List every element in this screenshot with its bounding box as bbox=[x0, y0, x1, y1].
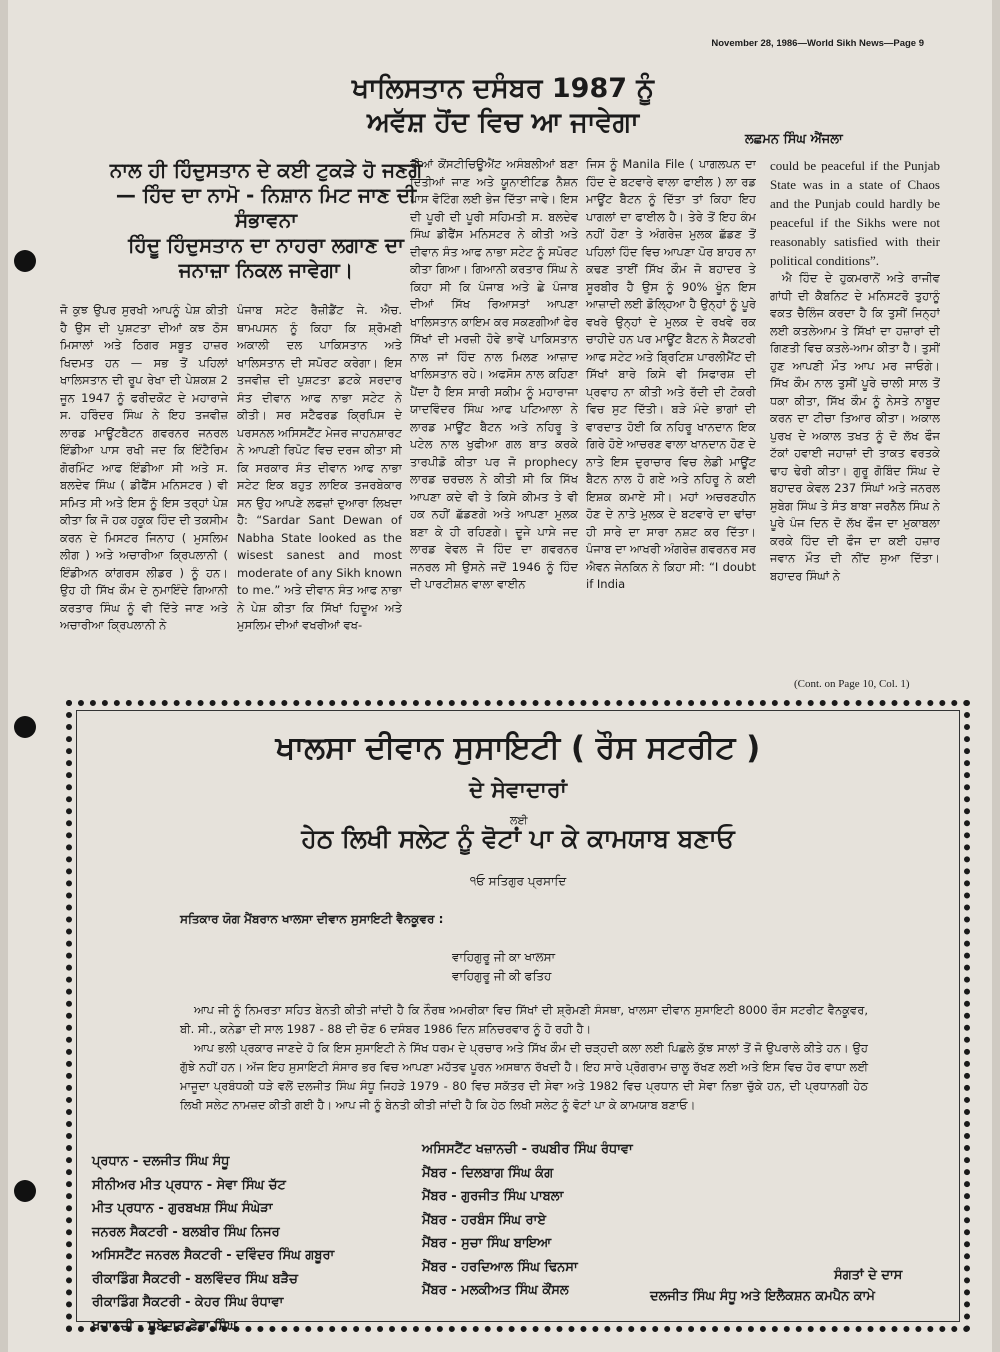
slate-entry: ਮੈਂਬਰ - ਗੁਰਜੀਤ ਸਿੰਘ ਪਾਬਲਾ bbox=[422, 1189, 564, 1204]
ad-slogan: ਹੇਠ ਲਿਖੀ ਸਲੇਟ ਨੂੰ ਵੋਟਾਂ ਪਾ ਕੇ ਕਾਮਯਾਬ ਬਣਾਓ bbox=[301, 824, 735, 853]
slate-list-left bbox=[92, 1150, 334, 1338]
slate-entry: ਪ੍ਰਧਾਨ - ਦਲਜੀਤ ਸਿੰਘ ਸੰਧੂ bbox=[92, 1154, 230, 1169]
ad-greeting-line-1: ਵਾਹਿਗੁਰੂ ਜੀ ਕਾ ਖਾਲਸਾ bbox=[452, 950, 556, 964]
article-column-2: ਪੰਜਾਬ ਸਟੇਟ ਰੈਜ਼ੀਡੈਂਟ ਜੇ. ਐਚ. ਥਾਮਪਸਨ ਨੂੰ ਕਿਹਾ ਕਿ ਸ਼੍ਰੋਮਣੀ ਅਕਾਲੀ ਦਲ ਪਾਕਿਸਤਾਨ ਅਤੇ ਖਾਲਿਸਤਾਨ ਦੀ ਸਪੋਰਟ ਕਰੇਗਾ। ਇਸ ਤਜਵੀਜ਼ ਦੀ ਪੁਸ਼ਟਤਾ ਡਟਕੇ ਸਰਦਾਰ ਸੰਤ ਦੀਵਾਨ ਆਫ ਨਾਭਾ ਸਟੇਟ ਨੇ ਕੀਤੀ। ਸਰ ਸਟੈਫਰਡ ਕ੍ਰਿਪਿਸ ਦੇ ਪਰਸਨਲ ਅਸਿਸਟੈਂਟ ਮੇਜਰ ਜਾਹਨਸ਼ਾਰਟ ਨੇ ਆਪਣੀ ਰਿਪੋਟ ਵਿਚ ਦਰਜ ਕੀਤਾ ਸੀ ਕਿ ਸਰਕਾਰ ਸੰਤ ਦੀਵਾਨ ਆਫ ਨਾਭਾ ਸਟੇਟ ਇਕ ਬਹੁਤ ਲਾਇਕ ਤਜਰਬੇਕਾਰ ਸਨ ਉਹ ਆਪਣੇ ਲਫਜ਼ਾਂ ਦੁਆਰਾ ਲਿਖਦਾ ਹੈ: “Sardar Sant Dewan of Nabha State looked as the wisest sanest and most moderate of any Sikh known to me.” ਅਤੇ ਦੀਵਾਨ ਸੰਤ ਆਫ ਨਾਭਾ ਨੇ ਪੇਸ਼ ਕੀਤਾ ਕਿ ਸਿੱਖਾਂ ਹਿਦੂਅ ਅਤੇ ਮੁਸਲਿਮ ਦੀਆਂ ਵਖਰੀਆਂ ਵਖ- bbox=[237, 303, 402, 632]
article-headline: ਖਾਲਿਸਤਾਨ ਦਸੰਬਰ 1987 ਨੂੰ ਅਵੱਸ਼ ਹੋਂਦ ਵਿਚ ਆ ਜਾਵੇਗਾ bbox=[352, 73, 654, 138]
slate-entry: ਰੀਕਾਡਿੰਗ ਸੈਕਟਰੀ - ਕੇਹਰ ਸਿੰਘ ਰੰਧਾਵਾ bbox=[92, 1295, 284, 1310]
slate-entry: ਸੀਨੀਅਰ ਮੀਤ ਪ੍ਰਧਾਨ - ਸੇਵਾ ਸਿੰਘ ਚੱਟ bbox=[92, 1177, 286, 1193]
ad-salutation: ਸਤਿਕਾਰ ਯੋਗ ਮੈਂਬਰਾਨ ਖਾਲਸਾ ਦੀਵਾਨ ਸੁਸਾਇਟੀ ਵੈਨਕੂਵਰ : bbox=[180, 912, 444, 926]
page-folio: November 28, 1986—World Sikh News—Page 9 bbox=[711, 38, 924, 49]
signature-line-2: ਦਲਜੀਤ ਸਿੰਘ ਸੰਧੂ ਅਤੇ ਇਲੈਕਸ਼ਨ ਕਮਪੈਨ ਕਾਮੇ bbox=[650, 1289, 875, 1304]
article-column-5: could be peaceful if the Punjab State was in a state of Chaos and the Punjab could hardly be peaceful if the Sikhs were not reasonably satisfied with their political conditions”. ਐ ਹਿੰਦ ਦੇ ਹੁਕਮਰਾਨੋਂ ਅਤੇ ਰਾਜੀਵ ਗਾਂਧੀ ਦੀ ਕੈਬਨਿਟ ਦੇ ਮਨਿਸਟਰੋ ਤੁਹਾਨੂੰ ਵਕਤ ਚੈਲਿੰਜ ਕਰਦਾ ਹੈ ਕਿ ਤੁਸੀਂ ਜਿਨ੍ਹਾਂ ਲਈ ਕਤਲੇਆਮ ਤੇ ਸਿੱਖਾਂ ਦਾ ਹਜ਼ਾਰਾਂ ਦੀ ਗਿਣਤੀ ਵਿਚ ਕਤਲੇ-ਆਮ ਕੀਤਾ ਹੈ। ਤੁਸੀਂ ਹੁਣ ਆਪਣੀ ਮੌਤ ਆਪ ਮਰ ਜਾਓਗੇ। ਸਿੱਖ ਕੌਮ ਨਾਲ ਤੁਸੀਂ ਪੂਰੇ ਚਾਲੀ ਸਾਲ ਤੋਂ ਧਕਾ ਕੀਤਾ, ਸਿੱਖ ਕੌਮ ਨੂੰ ਨੇਸਤੇ ਨਾਬੂਦ ਕਰਨ ਦਾ ਟੀਚਾ ਤਿਆਰ ਕੀਤਾ। ਅਕਾਲ ਪੁਰਖ ਦੇ ਅਕਾਲ ਤਖਤ ਨੂੰ ਦੋ ਲੱਖ ਫੌਜ ਟੱਕਾਂ ਹਵਾਈ ਜਹਾਜ਼ਾਂ ਦੀ ਤਾਕਤ ਵਰਤਕੇ ਢਾਹ ਢੇਰੀ ਕੀਤਾ। ਗੁਰੂ ਗੋਬਿੰਦ ਸਿੰਘ ਦੇ ਬਹਾਦਰ ਕੇਵਲ 237 ਸਿੰਘਾਂ ਅਤੇ ਜਨਰਲ ਸੁਬੇਗ ਸਿੰਘ ਤੇ ਸੰਤ ਬਾਬਾ ਜਰਨੈਲ ਸਿੰਘ ਨੇ ਪੂਰੇ ਪੰਜ ਦਿਨ ਦੋ ਲੱਖ ਫੌਜ ਦਾ ਮੁਕਾਬਲਾ ਕਰਕੇ ਹਿੰਦ ਦੀ ਫੌਜ ਦਾ ਕਈ ਹਜ਼ਾਰ ਜਵਾਨ ਮੌਤ ਦੀ ਨੀਂਦ ਸੁਆ ਦਿੱਤਾ। ਬਹਾਦਰ ਸਿੰਘਾਂ ਨੇ bbox=[770, 158, 940, 583]
ad-invocation: ੧ਓ ਸਤਿਗੁਰ ਪ੍ਰਸਾਦਿ bbox=[469, 874, 567, 888]
ad-subtitle: ਦੇ ਸੇਵਾਦਾਰਾਂ bbox=[469, 778, 567, 803]
ad-greeting-line-2: ਵਾਹਿਗੁਰੂ ਜੀ ਕੀ ਫਤਿਹ bbox=[452, 969, 552, 983]
article-subheadline: ਨਾਲ ਹੀ ਹਿੰਦੁਸਤਾਨ ਦੇ ਕਈ ਟੁਕੜੇ ਹੋ ਜਣਗੇ — ਹਿੰਦ ਦਾ ਨਾਮੋ - ਨਿਸ਼ਾਨ ਮਿਟ ਜਾਣ ਦੀ ਸੰਭਾਵਨਾ ਹਿੰਦੂ ਹਿੰਦੁਸਤਾਨ ਦਾ ਨਾਹਰਾ ਲਗਾਣ ਦਾ ਜਨਾਜ਼ਾ ਨਿਕਲ ਜਾਵੇਗਾ। bbox=[109, 158, 423, 282]
slate-list-right bbox=[422, 1138, 633, 1303]
signature-line-1: ਸੰਗਤਾਂ ਦੇ ਦਾਸ bbox=[834, 1268, 903, 1283]
slate-entry: ਮੀਤ ਪ੍ਰਧਾਨ - ਗੁਰਬਖਸ਼ ਸਿੰਘ ਸੰਘੇੜਾ bbox=[92, 1201, 273, 1216]
article-byline: ਲਛਮਨ ਸਿੰਘ ਐਂਜਲਾ bbox=[745, 132, 843, 147]
continued-note: (Cont. on Page 10, Col. 1) bbox=[794, 678, 910, 690]
slate-entry: ਅਸਿਸਟੈਂਟ ਜਨਰਲ ਸੈਕਟਰੀ - ਦਵਿੰਦਰ ਸਿੰਘ ਗਬੂਰਾ bbox=[92, 1248, 335, 1263]
newspaper-page bbox=[8, 0, 992, 1352]
ad-title: ਖਾਲਸਾ ਦੀਵਾਨ ਸੁਸਾਇਟੀ ( ਰੌਸ ਸਟਰੀਟ ) bbox=[275, 730, 761, 766]
binder-hole bbox=[14, 716, 36, 738]
slate-entry: ਰੀਕਾਡਿੰਗ ਸੈਕਟਰੀ - ਬਲਵਿੰਦਰ ਸਿੰਘ ਬੜੈਚ bbox=[92, 1271, 298, 1287]
ad-superscript: ਲਈ bbox=[510, 814, 528, 827]
article-column-4: ਜਿਸ ਨੂੰ Manila File ( ਪਾਗਲਪਨ ਦਾ ਹਿੰਦ ਦੇ ਬਟਵਾਰੇ ਵਾਲਾ ਫਾਈਲ ) ਲਾ ਰਡ ਮਾਊਂਟ ਬੈਟਨ ਨੂੰ ਦਿੱਤਾ ਤਾਂ ਕਿਹਾ ਇਹ ਪਾਗਲਾਂ ਦਾ ਫਾਈਲ ਹੈ। ਤੇਰੇ ਤੋਂ ਇਹ ਕੰਮ ਨਹੀਂ ਹੋਣਾ ਤੇ ਅੰਗਰੇਜ਼ ਮੁਲਕ ਛੱਡਣ ਤੋਂ ਪਹਿਲਾਂ ਹਿੰਦ ਵਿਚ ਆਪਣਾ ਪੋਰ ਬਾਹਰ ਨਾ ਕਢਣ ਤਾਈਂ ਸਿੱਖ ਕੌਮ ਜੋ ਬਹਾਦਰ ਤੇ ਸੂਰਬੀਰ ਹੈ ਉਸ ਨੂੰ 90% ਖੂੰਨ ਇਸ ਆਜ਼ਾਦੀ ਲਈ ਡੋਲ੍ਹਿਆ ਹੈ ਉਨ੍ਹਾਂ ਨੂੰ ਪੂਰੇ ਵਖਰੇ ਉਨ੍ਹਾਂ ਦੇ ਮੁਲਕ ਦੇ ਰਖਵੇ ਰਕ ਚਾਹੀਦੇ ਹਨ ਪਰ ਮਾਊਂਟ ਬੈਟਨ ਨੇ ਸੈਕਟਰੀ ਆਫ ਸਟੇਟ ਅਤੇ ਬ੍ਰਿਟਿਸ਼ ਪਾਰਲੀਮੈਂਟ ਦੀ ਸਿੱਖਾਂ ਬਾਰੇ ਕਿਸੇ ਵੀ ਸਿਫਾਰਸ਼ ਦੀ ਪ੍ਰਵਾਹ ਨਾ ਕੀਤੀ ਅਤੇ ਰੱਦੀ ਦੀ ਟੋਕਰੀ ਵਿਚ ਸੁਟ ਦਿੱਤੀ। ਬੜੇ ਮੰਦੇ ਭਾਗਾਂ ਦੀ ਵਾਰਦਾਤ ਹੋਈ ਕਿ ਨਹਿਰੂ ਖਾਨਦਾਨ ਇਕ ਗਿਰੇ ਹੋਏ ਆਚਰਣ ਵਾਲਾ ਖਾਨਦਾਨ ਹੋਣ ਦੇ ਨਾਤੇ ਇਸ ਦੁਰਾਚਾਰ ਵਿਚ ਲੇਡੀ ਮਾਊਂਟ ਬੈਟਨ ਨਾਲ ਹੋ ਗਏ ਅਤੇ ਨਹਿਰੂ ਨੇ ਕਈ ਇਸ਼ਕ ਕਮਾਏ ਸੀ। ਮਹਾਂ ਅਚਰਣਹੀਨ ਹੋਣ ਦੇ ਨਾਤੇ ਮੁਲਕ ਦੇ ਬਟਵਾਰੇ ਦਾ ਢਾਂਚਾ ਹੀ ਸਾਰੇ ਦਾ ਸਾਰਾ ਨਸ਼ਟ ਕਰ ਦਿੱਤਾ। ਪੰਜਾਬ ਦਾ ਆਖਰੀ ਅੰਗਰੇਜ਼ ਗਵਰਨਰ ਸਰ ਐਵਨ ਜੇਨਕਿਨ ਨੇ ਕਿਹਾ ਸੀ: “I doubt if India bbox=[586, 157, 756, 591]
article-column-3: ਰੀਆਂ ਕੋਂਸਟੀਚਿਊਐਂਟ ਅਸੰਬਲੀਆਂ ਬਣਾ ਦਿਤੀਆਂ ਜਾਣ ਅਤੇ ਯੂਨਾਈਟਿਡ ਨੈਸ਼ਨ ਪਾਸ ਵੋਟਿੰਗ ਲਈ ਭੇਜ ਦਿੱਤਾ ਜਾਵੇ। ਇਸ ਦੀ ਪੂਰੀ ਦੀ ਪੂਰੀ ਸਹਿਮਤੀ ਸ. ਬਲਦੇਵ ਸਿੰਘ ਡੀਫੈਂਸ ਮਨਿਸਟਰ ਨੇ ਕੀਤੀ ਅਤੇ ਦੀਵਾਨ ਸੰਤ ਆਫ ਨਾਭਾ ਸਟੇਟ ਨੂੰ ਸਪੋਰਟ ਕੀਤਾ ਗਿਆ। ਗਿਆਨੀ ਕਰਤਾਰ ਸਿੰਘ ਨੇ ਕਿਹਾ ਸੀ ਕਿ ਪੰਜਾਬ ਅਤੇ ਛੇ ਪੰਜਾਬ ਦੀਆਂ ਸਿੱਖ ਰਿਆਸਤਾਂ ਆਪਣਾ ਖਾਲਿਸਤਾਨ ਕਾਇਮ ਕਰ ਸਕਣਗੀਆਂ ਫੇਰ ਸਿੱਖਾਂ ਦੀ ਮਰਜ਼ੀ ਹੋਵੇ ਭਾਵੇਂ ਪਾਕਿਸਤਾਨ ਨਾਲ ਜਾਂ ਹਿੰਦ ਨਾਲ ਮਿਲਣ ਆਜ਼ਾਦ ਖਾਲਿਸਤਾਨ ਰਹੇ। ਅਫਸੋਸ ਨਾਲ ਕਹਿਣਾ ਪੈਂਦਾ ਹੈ ਇਸ ਸਾਰੀ ਸਕੀਮ ਨੂੰ ਮਹਾਰਾਜਾ ਯਾਦਵਿੰਦਰ ਸਿੰਘ ਆਫ ਪਟਿਆਲਾ ਨੇ ਲਾਰਡ ਮਾਊਂਟ ਬੈਟਨ ਅਤੇ ਨਹਿਰੂ ਤੇ ਪਟੇਲ ਨਾਲ ਖੁਫੀਆ ਗਲ ਬਾਤ ਕਰਕੇ ਤਾਰਪੀਡੋ ਕੀਤਾ ਪਰ ਜੋ prophecy ਲਾਰਡ ਚਰਚਲ ਨੇ ਕੀਤੀ ਸੀ ਕਿ ਸਿੱਖ ਆਪਣਾ ਕਦੇ ਵੀ ਤੇ ਕਿਸੇ ਕੀਮਤ ਤੇ ਵੀ ਹਕ ਨਹੀਂ ਛੱਡਣਗੇ ਅਤੇ ਆਪਣਾ ਮੁਲਕ ਬਣਾ ਕੇ ਹੀ ਰਹਿਣਗੇ। ਦੂਜੇ ਪਾਸੇ ਜਦ ਲਾਰਡ ਵੇਵਲ ਜੋ ਹਿੰਦ ਦਾ ਗਵਰਨਰ ਜਨਰਲ ਸੀ ਉਸਨੇ ਜਦੋਂ 1946 ਨੂੰ ਹਿੰਦ ਦੀ ਪਾਰਟੀਸ਼ਨ ਵਾਲਾ ਵਾਈਨ bbox=[410, 157, 578, 591]
advertisement-box bbox=[66, 700, 970, 1332]
binder-hole bbox=[14, 250, 36, 272]
ad-body: ਆਪ ਜੀ ਨੂੰ ਨਿਮਰਤਾ ਸਹਿਤ ਬੇਨਤੀ ਕੀਤੀ ਜਾਂਦੀ ਹੈ ਕਿ ਨੌਰਥ ਅਮਰੀਕਾ ਵਿਚ ਸਿੱਖਾਂ ਦੀ ਸ਼੍ਰੋਮਣੀ ਸੰਸਥਾ, ਖਾਲਸਾ ਦੀਵਾਨ ਸੁਸਾਇਟੀ 8000 ਰੌਸ ਸਟਰੀਟ ਵੈਨਕੂਵਰ, ਬੀ. ਸੀ., ਕਨੇਡਾ ਦੀ ਸਾਲ 1987 - 88 ਦੀ ਚੋਣ 6 ਦਸੰਬਰ 1986 ਦਿਨ ਸ਼ਨਿਚਰਵਾਰ ਨੂੰ ਹੋ ਰਹੀ ਹੈ। ਆਪ ਭਲੀ ਪ੍ਰਕਾਰ ਜਾਣਦੇ ਹੋ ਕਿ ਇਸ ਸੁਸਾਇਟੀ ਨੇ ਸਿੱਖ ਧਰਮ ਦੇ ਪ੍ਰਚਾਰ ਅਤੇ ਸਿੱਖ ਕੌਮ ਦੀ ਚੜ੍ਹਦੀ ਕਲਾ ਲਈ ਪਿਛਲੇ ਕੁੱਝ ਸਾਲਾਂ ਤੋਂ ਜੋ ਉਪਰਾਲੇ ਕੀਤੇ ਹਨ। ਉਹ ਗੁੱਝੇ ਨਹੀਂ ਹਨ। ਅੱਜ ਇਹ ਸੁਸਾਇਟੀ ਸੰਸਾਰ ਭਰ ਵਿਚ ਆਪਣਾ ਮਹੱਤਵ ਪੂਰਨ ਅਸਥਾਨ ਰੱਖਦੀ ਹੈ। ਇਹ ਸਾਰੇ ਪ੍ਰੋਗਰਾਮ ਚਾਲੂ ਰੱਖਣ ਲਈ ਅਤੇ ਇਸ ਵਿਚ ਹੋਰ ਵਾਧਾ ਲਈ ਮਾਜੂਦਾ ਪ੍ਰਬੰਧਕੀ ਧੜੇ ਵਲੋਂ ਦਲਜੀਤ ਸਿੰਘ ਸੰਧੂ ਜਿਹੜੇ 1979 - 80 ਵਿਚ ਸਕੱਤਰ ਦੀ ਸੇਵਾ ਅਤੇ 1982 ਵਿਚ ਪ੍ਰਧਾਨ ਦੀ ਸੇਵਾ ਨਿਭਾ ਚੁੱਕੇ ਹਨ, ਦੀ ਪ੍ਰਧਾਨਗੀ ਹੇਠ ਲਿਖੀ ਸਲੇਟ ਨਾਮਜ਼ਦ ਕੀਤੀ ਗਈ ਹੈ। ਆਪ ਜੀ ਨੂੰ ਬੇਨਤੀ ਕੀਤੀ ਜਾਂਦੀ ਹੈ ਕਿ ਹੇਠ ਲਿਖੀ ਸਲੇਟ ਨੂੰ ਵੋਟਾਂ ਪਾ ਕੇ ਕਾਮਯਾਬ ਬਣਾਓ। bbox=[180, 1003, 868, 1112]
slate-entry: ਖਜ਼ਾਨਚੀ - ਸੂਬੇਦਾਰ ਫੇਰਾ ਸਿੰਘ bbox=[92, 1318, 237, 1334]
slate-entry: ਮੈਂਬਰ - ਹਰਬੰਸ ਸਿੰਘ ਰਾਏ bbox=[422, 1212, 546, 1228]
slate-entry: ਮੈਂਬਰ - ਦਿਲਬਾਗ ਸਿੰਘ ਕੰਗ bbox=[422, 1165, 554, 1181]
article-column-1: ਜੋ ਕੁਝ ਉਪਰ ਸੁਰਖੀ ਆਪਨੂੰ ਪੇਸ਼ ਕੀਤੀ ਹੈ ਉਸ ਦੀ ਪੁਸ਼ਟਤਾ ਦੀਆਂ ਕਝ ਠੋਸ ਮਿਸਾਲਾਂ ਅਤੇ ਠਿਗਰ ਸਬੂਤ ਹਾਜ਼ਰ ਖਿਦਮਤ ਹਨ — ਸਭ ਤੋਂ ਪਹਿਲਾਂ ਖਾਲਿਸਤਾਨ ਦੀ ਰੂਪ ਰੇਖਾ ਦੀ ਪੇਸ਼ਕਸ਼ 2 ਜੂਨ 1947 ਨੂੰ ਫਰੀਦਕੋਟ ਦੇ ਮਹਾਰਾਜੇ ਸ. ਹਰਿੰਦਰ ਸਿੰਘ ਨੇ ਇਹ ਤਜਵੀਜ਼ ਲਾਰਡ ਮਾਊਂਟਬੈਟਨ ਗਵਰਨਰ ਜਨਰਲ ਇੰਡੀਆ ਪਾਸ ਰਖੀ ਜਦ ਕਿ ਇੰਟੈਰਿਮ ਗੋਰਮਿੰਟ ਆਫ ਇੰਡੀਆ ਸੀ ਅਤੇ ਸ. ਬਲਦੇਵ ਸਿੰਘ ( ਡੀਫੈਂਸ ਮਨਿਸਟਰ ) ਵੀ ਸਮਿਤ ਸੀ ਅਤੇ ਇਸ ਨੂੰ ਇਸ ਤਰ੍ਹਾਂ ਪੇਸ਼ ਕੀਤਾ ਕਿ ਜੋ ਹਕ ਹਕੂਕ ਹਿੰਦ ਦੀ ਤਕਸੀਮ ਕਰਨ ਦੇ ਮਿਸਟਰ ਜਿਨਾਹ ( ਮੁਸਲਿਮ ਲੀਗ ) ਅਤੇ ਅਚਾਰੀਆ ਕ੍ਰਿਪਲਾਨੀ ( ਇੰਡੀਅਨ ਕਾਂਗਰਸ ਲੀਡਰ ) ਨੂੰ ਹਨ। ਉਹ ਹੀ ਸਿੱਖ ਕੌਮ ਦੇ ਨੁਮਾਇੰਦੇ ਗਿਆਨੀ ਕਰਤਾਰ ਸਿੰਘ ਨੂੰ ਵੀ ਦਿੱਤੇ ਜਾਣ ਅਤੇ ਅਚਾਰੀਆ ਕ੍ਰਿਪਲਾਨੀ ਨੇ bbox=[60, 303, 228, 632]
binder-hole bbox=[14, 1180, 36, 1202]
slate-entry: ਜਨਰਲ ਸੈਕਟਰੀ - ਬਲਬੀਰ ਸਿੰਘ ਨਿਜਰ bbox=[92, 1224, 280, 1240]
slate-entry: ਅਸਿਸਟੈਂਟ ਖਜ਼ਾਨਚੀ - ਰਘਬੀਰ ਸਿੰਘ ਰੰਧਾਵਾ bbox=[422, 1142, 633, 1157]
slate-entry: ਮੈਂਬਰ - ਹਰਦਿਆਲ ਸਿੰਘ ਢਿਨਸਾ bbox=[422, 1259, 578, 1275]
slate-entry: ਮੈਂਬਰ - ਸੁਚਾ ਸਿੰਘ ਬਾਇਆ bbox=[422, 1236, 552, 1251]
slate-entry: ਮੈਂਬਰ - ਮਲਕੀਅਤ ਸਿੰਘ ਕੌਂਸਲ bbox=[422, 1283, 569, 1298]
